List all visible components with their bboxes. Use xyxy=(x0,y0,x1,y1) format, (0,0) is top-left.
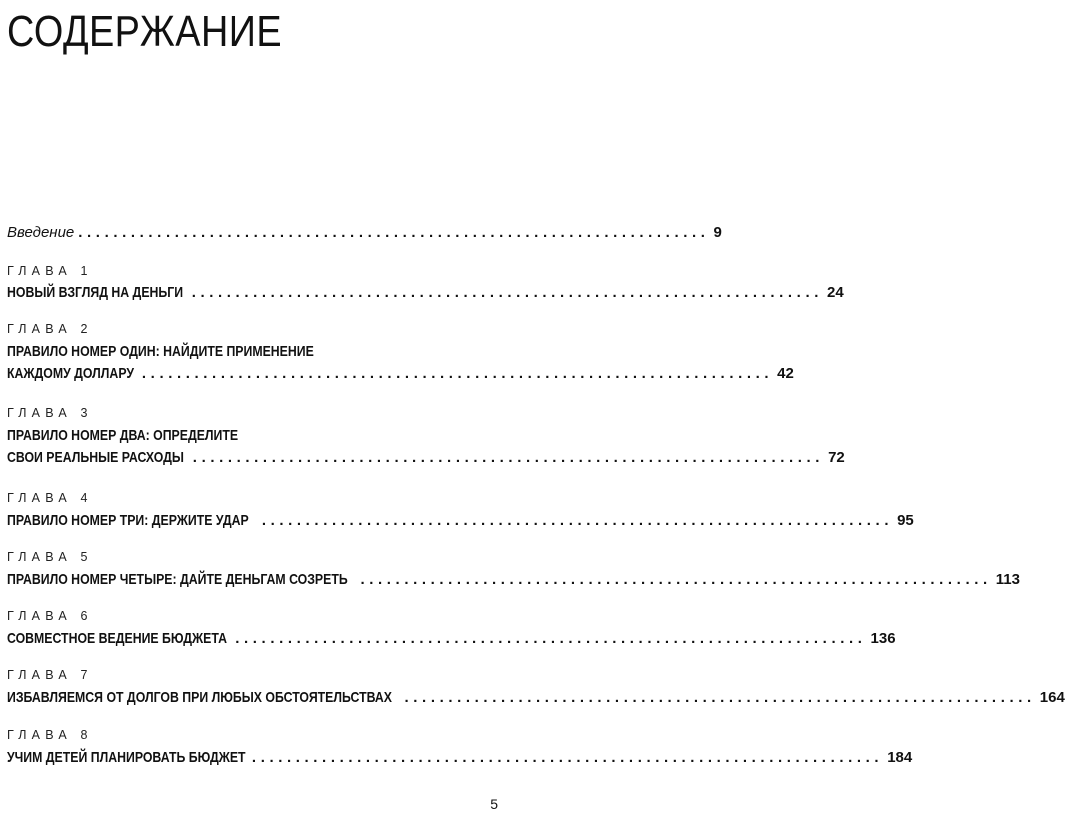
chapter-label: ГЛАВА 8 xyxy=(7,728,93,742)
page-number: 5 xyxy=(490,796,498,812)
toc-entry-title-continued: КАЖДОМУ ДОЛЛАРУ xyxy=(7,365,135,382)
toc-entry-chapter-2[interactable] xyxy=(7,341,794,385)
dot-leader: ........................................................................ xyxy=(141,365,774,382)
toc-entry-page: 164 xyxy=(1039,689,1065,706)
toc-entry-introduction[interactable] xyxy=(7,222,722,244)
chapter-label: ГЛАВА 4 xyxy=(7,491,93,505)
chapter-label: ГЛАВА 3 xyxy=(7,406,93,420)
toc-entry-chapter-8[interactable] xyxy=(7,747,913,769)
toc-entry-title: СОВМЕСТНОЕ ВЕДЕНИЕ БЮДЖЕТА xyxy=(7,630,227,647)
chapter-label: ГЛАВА 6 xyxy=(7,609,93,623)
toc-entry-page: 95 xyxy=(897,512,914,529)
dot-leader: ........................................................................ xyxy=(360,571,992,588)
toc-entry-chapter-3[interactable] xyxy=(7,425,845,469)
toc-entry-title: УЧИМ ДЕТЕЙ ПЛАНИРОВАТЬ БЮДЖЕТ xyxy=(7,749,246,766)
toc-entry-title: ПРАВИЛО НОМЕР ТРИ: ДЕРЖИТЕ УДАР xyxy=(7,512,249,529)
toc-entry-title-continued: СВОИ РЕАЛЬНЫЕ РАСХОДЫ xyxy=(7,449,184,466)
page-title: СОДЕРЖАНИЕ xyxy=(7,7,283,56)
toc-entry-chapter-4[interactable] xyxy=(7,510,914,532)
dot-leader: ........................................................................ xyxy=(192,449,825,466)
toc-entry-page: 136 xyxy=(870,630,896,647)
toc-entry-title: ИЗБАВЛЯЕМСЯ ОТ ДОЛГОВ ПРИ ЛЮБЫХ ОБСТОЯТЕЛЬСТВАХ xyxy=(7,689,393,706)
toc-entry-chapter-6[interactable] xyxy=(7,628,896,650)
toc-entry-page: 42 xyxy=(777,365,794,382)
toc-entry-title: ПРАВИЛО НОМЕР ЧЕТЫРЕ: ДАЙТЕ ДЕНЬГАМ СОЗРЕТЬ xyxy=(7,571,348,588)
chapter-label: ГЛАВА 1 xyxy=(7,264,93,278)
toc-entry-chapter-1[interactable] xyxy=(7,282,844,304)
dot-leader: ........................................................................ xyxy=(191,284,823,301)
toc-entry-page: 72 xyxy=(828,449,845,466)
toc-entry-title: Введение xyxy=(7,224,75,241)
dot-leader: ........................................................................ xyxy=(78,224,710,241)
toc-entry-title: ПРАВИЛО НОМЕР ОДИН: НАЙДИТЕ ПРИМЕНЕНИЕ xyxy=(7,343,314,360)
toc-entry-chapter-5[interactable] xyxy=(7,569,1020,591)
dot-leader: ........................................................................ xyxy=(261,512,894,529)
chapter-label: ГЛАВА 2 xyxy=(7,322,93,336)
toc-entry-page: 184 xyxy=(887,749,913,766)
toc-entry-page: 9 xyxy=(713,224,722,241)
chapter-label: ГЛАВА 5 xyxy=(7,550,93,564)
dot-leader: ........................................................................ xyxy=(235,630,867,647)
toc-entry-title: ПРАВИЛО НОМЕР ДВА: ОПРЕДЕЛИТЕ xyxy=(7,427,239,444)
dot-leader: ........................................................................ xyxy=(251,749,884,766)
chapter-label: ГЛАВА 7 xyxy=(7,668,93,682)
dot-leader: ........................................................................ xyxy=(404,689,1036,706)
toc-entry-page: 24 xyxy=(826,284,844,301)
toc-entry-chapter-7[interactable] xyxy=(7,687,1065,709)
toc-entry-title: НОВЫЙ ВЗГЛЯД НА ДЕНЬГИ xyxy=(7,284,184,301)
toc-entry-page: 113 xyxy=(995,571,1020,588)
